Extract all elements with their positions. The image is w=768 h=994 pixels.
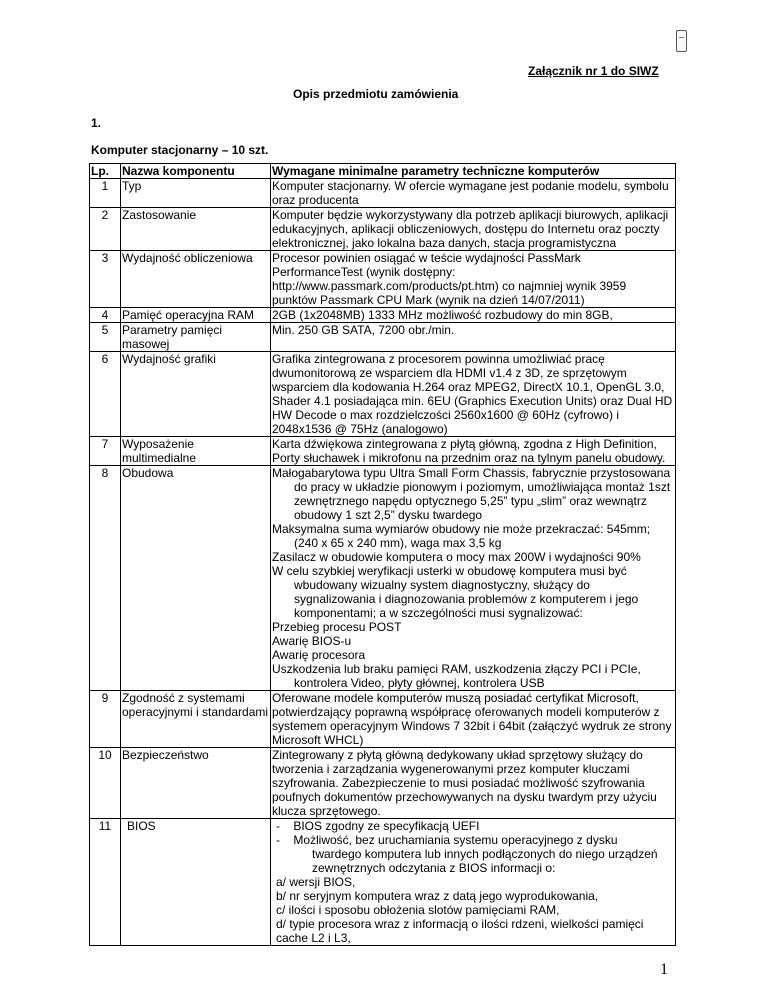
row-component: Pamięć operacyjna RAM [121, 308, 271, 323]
row-requirements-list [271, 466, 676, 691]
table-row [90, 819, 676, 946]
row-lp: 3 [90, 251, 121, 308]
row-component: Parametry pamięci masowej [121, 323, 271, 352]
row-lp: 10 [90, 748, 121, 819]
requirement-line: Zasilacz w obudowie komputera o mocy max 200W i wydajności 90% [272, 550, 641, 564]
requirement-line: d/ typie procesora wraz z informacją o ilości rdzeni, wielkości pamięci cache L2 i L3, [276, 917, 644, 945]
row-component: Wydajność grafiki [121, 352, 271, 437]
row-requirement: 2GB (1x2048MB) 1333 MHz możliwość rozbudowy do min 8GB, [271, 308, 676, 323]
row-requirement: Grafika zintegrowana z procesorem powinna umożliwiać pracę dwumonitorową ze wsparciem dla HDMI v1.4 z 3D, ze sprzętowym wsparciem dla kodowania H.264 oraz MPEG2, DirectX 10.1, OpenGL 3.0, Shader 4.1 posiadająca min. 6EU (Graphics Execution Units) oraz Dual HD HW Decode o max rozdzielczości 2560x1600 @ 60Hz (cyfrowo) i 2048x1536 @ 75Hz (analogowo) [271, 352, 676, 437]
requirement-line: Awarię procesora [272, 648, 366, 662]
requirement-line: Małogabarytowa typu Ultra Small Form Chassis, fabrycznie przystosowana [272, 466, 671, 480]
table-header-row [90, 164, 676, 179]
requirement-line: b/ nr seryjnym komputera wraz z datą jego wyprodukowania, [276, 889, 599, 903]
table-row [90, 323, 676, 352]
header-lp: Lp. [90, 164, 121, 179]
row-lp: 9 [90, 691, 121, 748]
requirement-line: (240 x 65 x 240 mm), waga max 3,5 kg [294, 536, 502, 550]
table-row [90, 308, 676, 323]
section-number: 1. [91, 116, 102, 130]
row-requirement: Komputer stacjonarny. W ofercie wymagane jest podanie modelu, symbolu oraz producenta [271, 179, 676, 208]
table-row [90, 251, 676, 308]
table-row [90, 179, 676, 208]
row-component: Typ [121, 179, 271, 208]
section-heading: Komputer stacjonarny – 10 szt. [91, 143, 269, 157]
table-row [90, 691, 676, 748]
header-requirements: Wymagane minimalne parametry techniczne komputerów [271, 164, 676, 179]
row-component: Wydajność obliczeniowa [121, 251, 271, 308]
row-component: Zastosowanie [121, 208, 271, 251]
row-component: BIOS [121, 819, 271, 946]
row-requirement: Min. 250 GB SATA, 7200 obr./min. [271, 323, 676, 352]
table-row [90, 466, 676, 691]
row-lp: 5 [90, 323, 121, 352]
table-row [90, 352, 676, 437]
page-number: 1 [660, 961, 668, 978]
requirement-line: Przebieg procesu POST [272, 620, 402, 634]
table-row [90, 437, 676, 466]
requirement-line: a/ wersji BIOS, [276, 875, 356, 889]
row-requirement: Zintegrowany z płytą główną dedykowany układ sprzętowy służący do tworzenia i zarządzania wygenerowanymi przez komputer kluczami szyfrowania. Zabezpieczenie to musi posiadać możliwość szyfrowania poufnych dokumentów przechowywanych na dysku twardym przy użyciu klucza sprzętowego. [271, 748, 676, 819]
table-row [90, 208, 676, 251]
row-requirements-list [271, 819, 676, 946]
requirement-line: - BIOS zgodny ze specyfikacją UEFI [276, 819, 480, 833]
row-lp: 7 [90, 437, 121, 466]
row-requirement: Procesor powinien osiągać w teście wydajności PassMark PerformanceTest (wynik dostępny: http://www.passmark.com/products/pt.htm) co najmniej wynik 3959 punktów Passmark CPU Mark (wynik na dzień 14/07/2011) [271, 251, 676, 308]
requirement-line: Maksymalna suma wymiarów obudowy nie może przekraczać: 545mm; [272, 522, 651, 536]
row-lp: 6 [90, 352, 121, 437]
attachment-label: Załącznik nr 1 do SIWZ [528, 64, 659, 78]
requirement-line: Uszkodzenia lub braku pamięci RAM, uszkodzenia złączy PCI i PCIe, [272, 662, 641, 676]
requirement-line: do pracy w układzie pionowym i poziomym, umożliwiająca montaż 1szt zewnętrznego napędu optycznego 5,25” typu „slim” oraz wewnątrz obudowy 1 szt 2,5” dysku twardego [294, 480, 671, 522]
row-requirement: Karta dźwiękowa zintegrowana z płytą główną, zgodna z High Definition, Porty słuchawek i mikrofonu na przednim oraz na tylnym panelu obudowy. [271, 437, 676, 466]
requirement-text: Możliwość, bez uruchamiania systemu operacyjnego z dysku [293, 833, 618, 847]
specification-table [89, 163, 676, 946]
row-component: Obudowa [121, 466, 271, 691]
row-requirement: Komputer będzie wykorzystywany dla potrzeb aplikacji biurowych, aplikacji edukacyjnych, aplikacji obliczeniowych, dostępu do Internetu oraz poczty elektronicznej, jako lokalna baza danych, stacja programistyczna [271, 208, 676, 251]
requirement-line: W celu szybkiej weryfikacji usterki w obudowę komputera musi być [272, 564, 627, 578]
row-lp: 4 [90, 308, 121, 323]
table-row [90, 748, 676, 819]
document-page-icon [676, 30, 687, 52]
row-lp: 8 [90, 466, 121, 691]
requirement-line: kontrolera Video, płyty głównej, kontrolera USB [294, 676, 545, 690]
header-component: Nazwa komponentu [121, 164, 271, 179]
requirement-line: wbudowany wizualny system diagnostyczny, służący do sygnalizowania i diagnozowania problemów z komputerem i jego komponentami; a w szczególności musi sygnalizować: [294, 578, 639, 620]
row-lp: 1 [90, 179, 121, 208]
requirement-line: twardego komputera lub innych podłączonych do niego urządzeń zewnętrznych odczytania z BIOS informacji o: [312, 847, 658, 875]
page-title: Opis przedmiotu zamówienia [293, 87, 459, 101]
requirement-line: Awarię BIOS-u [272, 634, 352, 648]
requirement-line: c/ ilości i sposobu obłożenia slotów pamięciami RAM, [276, 903, 560, 917]
requirement-text: BIOS zgodny ze specyfikacją UEFI [293, 819, 480, 833]
row-component: Bezpieczeństwo [121, 748, 271, 819]
row-requirement: Oferowane modele komputerów muszą posiadać certyfikat Microsoft, potwierdzający poprawną współpracę oferowanych modeli komputerów z systemem operacyjnym Windows 7 32bit i 64bit (załączyć wydruk ze strony Microsoft WHCL) [271, 691, 676, 748]
requirement-line: - Możliwość, bez uruchamiania systemu operacyjnego z dysku [276, 833, 618, 847]
row-lp: 11 [90, 819, 121, 946]
row-lp: 2 [90, 208, 121, 251]
row-component: Wyposażenie multimedialne [121, 437, 271, 466]
row-component: Zgodność z systemami operacyjnymi i standardami [121, 691, 271, 748]
